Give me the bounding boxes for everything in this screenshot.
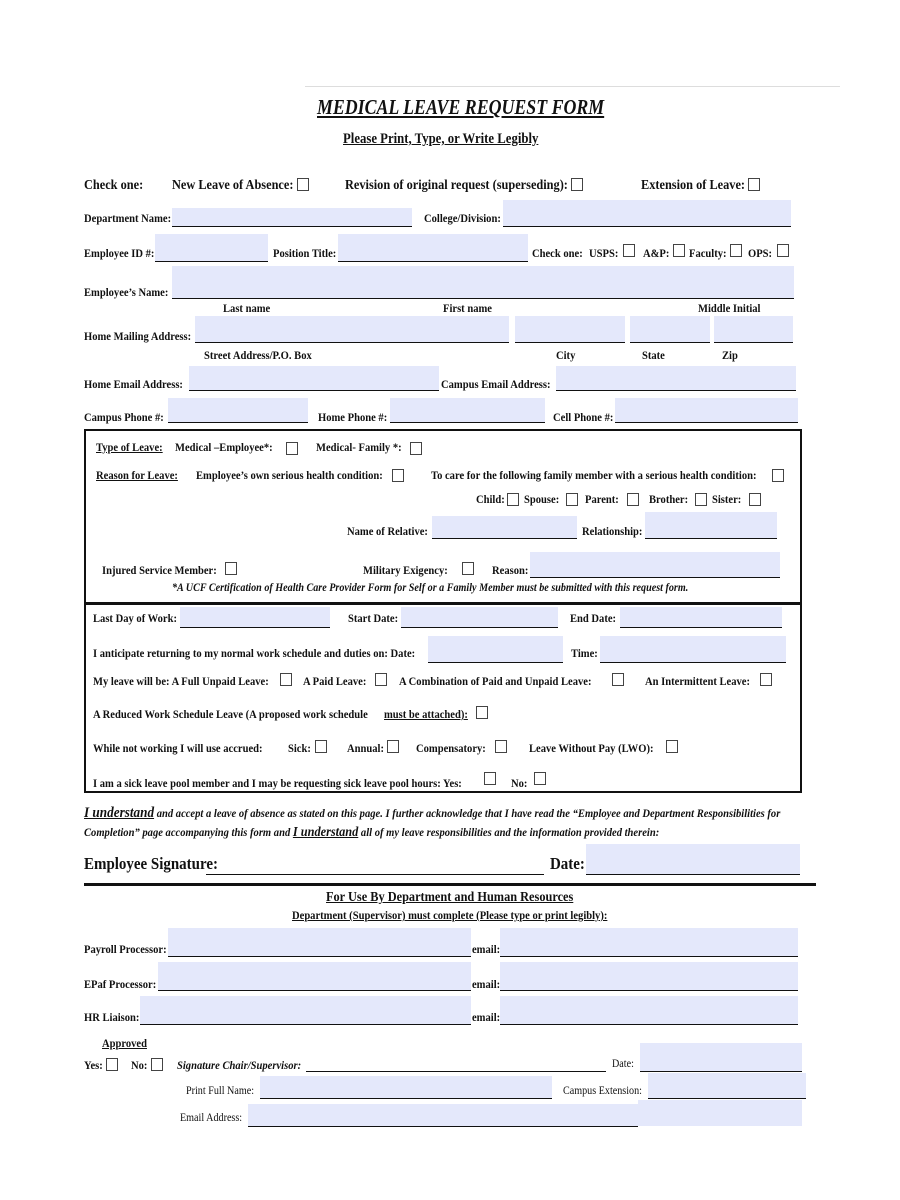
sick-label: Sick: — [288, 741, 311, 755]
comp-label: Compensatory: — [416, 741, 486, 755]
ack-text-1: and accept a leave of absence as stated on this page. I further acknowledge that I have read the “Employee and Department Responsibilities for — [154, 806, 781, 820]
hr-email-field[interactable] — [500, 996, 798, 1025]
intermittent-label: An Intermittent Leave: — [645, 674, 750, 688]
ops-label: OPS: — [748, 246, 773, 260]
email-address-field[interactable] — [248, 1104, 638, 1127]
reduced-checkbox[interactable] — [476, 706, 488, 719]
sick-checkbox[interactable] — [315, 740, 327, 753]
i-understand-1: I understand — [84, 805, 155, 821]
last-day-label: Last Day of Work: — [93, 611, 177, 625]
approved-no-checkbox[interactable] — [151, 1058, 163, 1071]
annual-checkbox[interactable] — [387, 740, 399, 753]
paid-leave-label: A Paid Leave: — [303, 674, 367, 688]
payroll-email-field[interactable] — [500, 928, 798, 957]
intermittent-checkbox[interactable] — [760, 673, 772, 686]
full-unpaid-checkbox[interactable] — [280, 673, 292, 686]
time-label: Time: — [571, 646, 598, 660]
cell-phone-field[interactable] — [615, 398, 798, 423]
zip-caption: Zip — [722, 348, 738, 362]
brother-checkbox[interactable] — [695, 493, 707, 506]
college-division-field[interactable] — [503, 200, 791, 227]
home-phone-field[interactable] — [390, 398, 545, 423]
pool-label: I am a sick leave pool member and I may be requesting sick leave pool hours: Yes: — [93, 776, 462, 790]
faculty-label: Faculty: — [689, 246, 727, 260]
dept-subheading: Department (Supervisor) must complete (Please type or print legibly): — [292, 908, 608, 922]
reduced-label: A Reduced Work Schedule Leave (A proposed work schedule — [93, 707, 368, 721]
check-one-emp-label: Check one: — [532, 246, 583, 260]
middle-initial-caption: Middle Initial — [698, 301, 761, 315]
type-of-leave-label: Type of Leave: — [96, 440, 163, 454]
home-email-field[interactable] — [189, 366, 439, 391]
employee-name-field[interactable] — [172, 266, 794, 299]
reason-field[interactable] — [530, 552, 780, 578]
faculty-checkbox[interactable] — [730, 244, 742, 257]
position-title-label: Position Title: — [273, 246, 337, 260]
pool-no-label: No: — [511, 776, 528, 790]
brother-label: Brother: — [649, 492, 689, 506]
parent-label: Parent: — [585, 492, 619, 506]
epaf-email-label: email: — [472, 977, 501, 991]
revision-checkbox[interactable] — [571, 178, 583, 191]
my-leave-label: My leave will be: A Full Unpaid Leave: — [93, 674, 269, 688]
spouse-label: Spouse: — [524, 492, 560, 506]
medical-family-checkbox[interactable] — [410, 442, 422, 455]
employee-id-label: Employee ID #: — [84, 246, 155, 260]
chair-date-field[interactable] — [640, 1043, 802, 1072]
sister-label: Sister: — [712, 492, 742, 506]
start-date-label: Start Date: — [348, 611, 399, 625]
department-name-field[interactable] — [172, 208, 412, 227]
epaf-field[interactable] — [158, 962, 471, 991]
page-subtitle: Please Print, Type, or Write Legibly — [343, 131, 539, 147]
reduced-attached-label: must be attached): — [384, 707, 468, 721]
epaf-email-field[interactable] — [500, 962, 798, 991]
certification-note: *A UCF Certification of Health Care Provider Form for Self or a Family Member must be submitted with this request form. — [172, 582, 689, 594]
lwo-label: Leave Without Pay (LWO): — [529, 741, 654, 755]
hr-email-label: email: — [472, 1010, 501, 1024]
lwo-checkbox[interactable] — [666, 740, 678, 753]
city-caption: City — [556, 348, 576, 362]
home-phone-label: Home Phone #: — [318, 410, 388, 424]
state-field[interactable] — [630, 316, 710, 343]
employee-signature-label: Employee Signature: — [84, 854, 218, 873]
military-label: Military Exigency: — [363, 563, 448, 577]
extension-checkbox[interactable] — [748, 178, 760, 191]
spouse-checkbox[interactable] — [566, 493, 578, 506]
campus-email-label: Campus Email Address: — [441, 377, 551, 391]
first-name-caption: First name — [443, 301, 492, 315]
campus-phone-label: Campus Phone #: — [84, 410, 164, 424]
employee-name-label: Employee’s Name: — [84, 285, 169, 299]
payroll-label: Payroll Processor: — [84, 942, 167, 956]
family-condition-checkbox[interactable] — [772, 469, 784, 482]
print-name-label: Print Full Name: — [186, 1085, 255, 1097]
last-name-caption: Last name — [223, 301, 271, 315]
medical-employee-label: Medical –Employee*: — [175, 440, 273, 454]
anp-label: A&P: — [643, 246, 670, 260]
start-date-field[interactable] — [401, 607, 558, 628]
usps-label: USPS: — [589, 246, 619, 260]
usps-checkbox[interactable] — [623, 244, 635, 257]
anticipate-label: I anticipate returning to my normal work schedule and duties on: Date: — [93, 646, 416, 660]
epaf-label: EPaf Processor: — [84, 977, 157, 991]
home-email-label: Home Email Address: — [84, 377, 183, 391]
campus-ext-field[interactable] — [648, 1073, 806, 1099]
dept-heading: For Use By Department and Human Resources — [326, 890, 574, 905]
approved-yes-label: Yes: — [84, 1058, 103, 1072]
medical-employee-checkbox[interactable] — [286, 442, 298, 455]
position-title-field[interactable] — [338, 234, 528, 262]
annual-label: Annual: — [347, 741, 384, 755]
i-understand-2: I understand — [292, 825, 359, 840]
college-division-label: College/Division: — [424, 211, 501, 225]
cell-phone-label: Cell Phone #: — [553, 410, 614, 424]
family-condition-label: To care for the following family member with a serious health condition: — [431, 468, 757, 482]
zip-field[interactable] — [714, 316, 793, 343]
relationship-field[interactable] — [645, 512, 777, 539]
last-day-field[interactable] — [180, 607, 330, 628]
section-divider — [84, 883, 816, 886]
state-caption: State — [642, 348, 665, 362]
hr-label: HR Liaison: — [84, 1010, 140, 1024]
street-caption: Street Address/P.O. Box — [204, 348, 312, 362]
name-of-relative-field[interactable] — [432, 516, 577, 539]
employee-id-field[interactable] — [155, 234, 268, 262]
pool-yes-checkbox[interactable] — [484, 772, 496, 785]
street-field[interactable] — [195, 316, 509, 343]
department-name-label: Department Name: — [84, 211, 172, 225]
new-leave-label: New Leave of Absence: — [172, 178, 294, 193]
paid-leave-checkbox[interactable] — [375, 673, 387, 686]
military-checkbox[interactable] — [462, 562, 474, 575]
acknowledgement-line-1 — [84, 805, 780, 822]
extension-label: Extension of Leave: — [641, 178, 746, 193]
return-time-field[interactable] — [600, 636, 786, 663]
reason-label: Reason: — [492, 563, 529, 577]
email-address-label: Email Address: — [180, 1112, 243, 1124]
reason-for-leave-label: Reason for Leave: — [96, 468, 178, 482]
city-field[interactable] — [515, 316, 625, 343]
print-name-field[interactable] — [260, 1076, 552, 1099]
relationship-label: Relationship: — [582, 524, 643, 538]
approved-label: Approved — [102, 1036, 147, 1050]
campus-email-field[interactable] — [556, 366, 796, 391]
campus-phone-field[interactable] — [168, 398, 308, 423]
top-rule — [305, 86, 840, 87]
work-schedule-section — [84, 603, 802, 793]
child-label: Child: — [476, 492, 505, 506]
pool-no-checkbox[interactable] — [534, 772, 546, 785]
while-not-label: While not working I will use accrued: — [93, 741, 263, 755]
child-checkbox[interactable] — [507, 493, 519, 506]
name-of-relative-label: Name of Relative: — [347, 524, 428, 538]
combination-checkbox[interactable] — [612, 673, 624, 686]
own-condition-label: Employee’s own serious health condition: — [196, 468, 383, 482]
payroll-field[interactable] — [168, 928, 471, 957]
approved-no-label: No: — [131, 1058, 148, 1072]
employee-signature-field[interactable] — [206, 860, 544, 875]
hr-field[interactable] — [140, 996, 471, 1025]
medical-family-label: Medical- Family *: — [316, 440, 402, 454]
revision-label: Revision of original request (superseding): — [345, 178, 568, 193]
injured-label: Injured Service Member: — [102, 563, 217, 577]
payroll-email-label: email: — [472, 942, 501, 956]
combination-label: A Combination of Paid and Unpaid Leave: — [399, 674, 592, 688]
anp-checkbox[interactable] — [673, 244, 685, 257]
end-date-label: End Date: — [570, 611, 617, 625]
home-mailing-label: Home Mailing Address: — [84, 329, 192, 343]
parent-checkbox[interactable] — [627, 493, 639, 506]
signature-chair-label: Signature Chair/Supervisor: — [177, 1058, 302, 1072]
email-address-field-ext[interactable] — [638, 1100, 802, 1126]
signature-chair-field[interactable] — [306, 1055, 606, 1072]
ack-text-2b: all of my leave responsibilities and the information provided therein: — [358, 825, 660, 839]
ack-text-2a: Completion” page accompanying this form and — [84, 825, 293, 839]
sister-checkbox[interactable] — [749, 493, 761, 506]
injured-checkbox[interactable] — [225, 562, 237, 575]
return-date-field[interactable] — [428, 636, 563, 663]
signature-date-field[interactable] — [586, 844, 800, 875]
new-leave-checkbox[interactable] — [297, 178, 309, 191]
approved-yes-checkbox[interactable] — [106, 1058, 118, 1071]
end-date-field[interactable] — [620, 607, 782, 628]
acknowledgement-line-2 — [84, 825, 659, 841]
page-title: MEDICAL LEAVE REQUEST FORM — [317, 95, 605, 119]
campus-ext-label: Campus Extension: — [563, 1085, 642, 1097]
comp-checkbox[interactable] — [495, 740, 507, 753]
ops-checkbox[interactable] — [777, 244, 789, 257]
signature-date-label: Date: — [550, 854, 585, 873]
check-one-label: Check one: — [84, 178, 144, 193]
own-condition-checkbox[interactable] — [392, 469, 404, 482]
chair-date-label: Date: — [612, 1058, 634, 1070]
